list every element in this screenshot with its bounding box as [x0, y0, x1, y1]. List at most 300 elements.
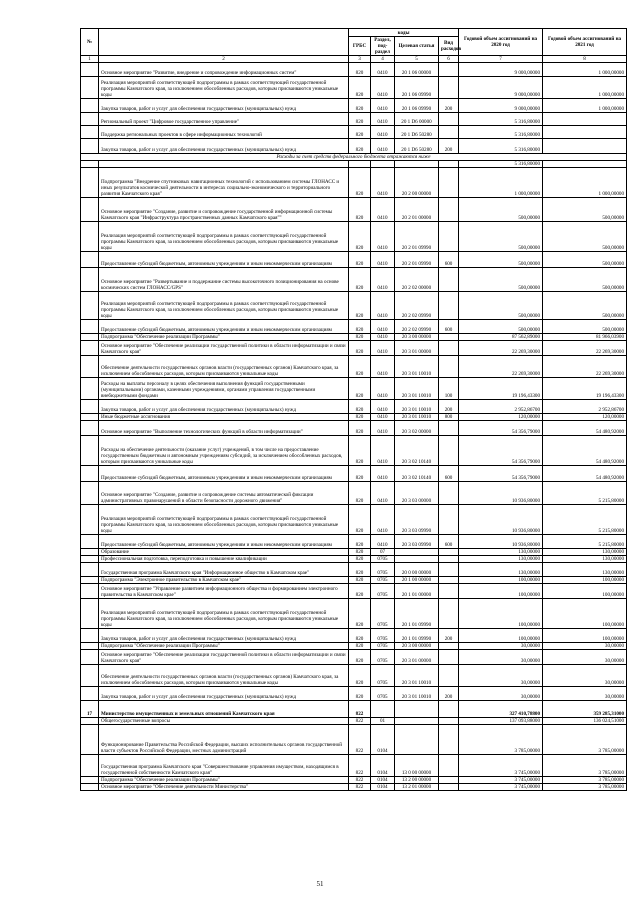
row-expense-type — [439, 421, 459, 436]
table-row — [81, 139, 627, 154]
header-num: № — [81, 29, 99, 56]
row-amount-2020: 22 269,30000 — [459, 356, 543, 378]
row-grbs: 820 — [349, 549, 371, 556]
column-number: 8 — [543, 56, 627, 63]
row-amount-2021: 100,00000 — [543, 629, 627, 643]
row-expense-type: 600 — [439, 535, 459, 549]
table-row — [81, 629, 627, 643]
row-amount-2020: 100,00000 — [459, 577, 543, 584]
row-target-article — [395, 725, 439, 755]
row-target-article: 20 1 01 09990 — [395, 599, 439, 629]
row-amount-2021: 1 000,00000 — [543, 63, 627, 77]
table-row — [81, 334, 627, 341]
row-expense-type: 800 — [439, 414, 459, 421]
table-row — [81, 725, 627, 755]
row-number — [81, 650, 99, 665]
table-row — [81, 154, 627, 161]
row-target-article: 20 3 03 09990 — [395, 535, 439, 549]
row-name: Подпрограмма "Электронное правительство в Камчатском крае" — [99, 577, 349, 584]
row-grbs: 820 — [349, 505, 371, 535]
row-expense-type — [439, 77, 459, 99]
row-expense-type — [439, 341, 459, 356]
header-grbs: ГРБС — [349, 37, 371, 56]
row-amount-2021: 500,00000 — [543, 222, 627, 252]
row-target-article: 13 2 00 00000 — [395, 777, 439, 784]
row-target-article: 13 2 01 00000 — [395, 784, 439, 791]
row-razdel: 0705 — [371, 563, 395, 577]
row-amount-2021: 5 215,80000 — [543, 535, 627, 549]
row-amount-2020: 500,00000 — [459, 292, 543, 320]
row-name: Предоставление субсидий бюджетным, автономным учреждениям и иным некоммерческим организациям — [99, 535, 349, 549]
row-razdel: 0410 — [371, 482, 395, 505]
row-name: Государственная программа Камчатского края "Совершенствование управления имуществом, находящимся в государственной собственности Камчатского края" — [99, 755, 349, 777]
row-razdel: 0705 — [371, 687, 395, 701]
row-name: Закупка товаров, работ и услуг для обеспечения государственных (муниципальных) нужд — [99, 99, 349, 113]
row-amount-2021: 130,00000 — [543, 563, 627, 577]
row-amount-2021: 130,00000 — [543, 556, 627, 563]
row-name: Подпрограмма "Обеспечение реализации Программы" — [99, 334, 349, 341]
header-codes: коды — [349, 29, 459, 37]
row-amount-2021: 136 024,51000 — [543, 718, 627, 725]
row-amount-2020: 100,00000 — [459, 629, 543, 643]
row-expense-type: 600 — [439, 252, 459, 268]
column-number: 6 — [439, 56, 459, 63]
row-name: Основное мероприятие "Обеспечение реализации государственной политики в области информатизации и связи Камчатского края" — [99, 650, 349, 665]
row-expense-type — [439, 584, 459, 599]
row-razdel: 0410 — [371, 77, 395, 99]
row-amount-2020: 500,00000 — [459, 198, 543, 222]
row-grbs: 820 — [349, 650, 371, 665]
row-razdel: 0705 — [371, 650, 395, 665]
table-row — [81, 421, 627, 436]
row-number — [81, 755, 99, 777]
row-amount-2020: 9 000,00000 — [459, 77, 543, 99]
row-name: Основное мероприятие "Развитие, внедрение и сопровождение информационных систем" — [99, 63, 349, 77]
row-target-article: 20 3 01 00000 — [395, 341, 439, 356]
row-grbs: 820 — [349, 421, 371, 436]
row-expense-type — [439, 356, 459, 378]
row-name: Общегосударственные вопросы — [99, 718, 349, 725]
row-amount-2020: 10 936,80000 — [459, 535, 543, 549]
table-row — [81, 563, 627, 577]
column-number: 4 — [371, 56, 395, 63]
row-grbs: 822 — [349, 777, 371, 784]
table-row — [81, 599, 627, 629]
table-row — [81, 222, 627, 252]
row-expense-type — [439, 718, 459, 725]
row-grbs: 820 — [349, 356, 371, 378]
column-number: 3 — [349, 56, 371, 63]
row-name: Закупка товаров, работ и услуг для обеспечения государственных (муниципальных) нужд — [99, 687, 349, 701]
row-name: Иные бюджетные ассигнования — [99, 414, 349, 421]
table-row — [81, 320, 627, 334]
row-grbs: 820 — [349, 320, 371, 334]
row-target-article: 20 3 01 10010 — [395, 378, 439, 400]
row-number — [81, 784, 99, 791]
row-grbs: 820 — [349, 665, 371, 687]
row-expense-type — [439, 222, 459, 252]
table-row — [81, 466, 627, 482]
row-razdel: 0410 — [371, 505, 395, 535]
row-expense-type — [439, 482, 459, 505]
row-target-article: 20 3 01 10010 — [395, 665, 439, 687]
row-amount-2020: 5 316,80000 — [459, 139, 543, 154]
table-row — [81, 63, 627, 77]
table-row — [81, 535, 627, 549]
row-expense-type — [439, 268, 459, 292]
row-target-article: 20 2 02 09990 — [395, 320, 439, 334]
row-name: Закупка товаров, работ и услуг для обеспечения государственных (муниципальных) нужд — [99, 139, 349, 154]
table-row — [81, 126, 627, 139]
row-target-article: 20 3 03 09990 — [395, 505, 439, 535]
row-target-article: 20 1 01 00000 — [395, 584, 439, 599]
row-amount-2021: 22 269,30000 — [543, 356, 627, 378]
row-razdel: 0410 — [371, 113, 395, 126]
row-amount-2021: 5 215,80000 — [543, 505, 627, 535]
row-razdel: 0705 — [371, 643, 395, 650]
table-row — [81, 687, 627, 701]
table-row — [81, 99, 627, 113]
column-numbers-row — [81, 56, 627, 63]
row-name: Обеспечение деятельности государственных органов власти (государственных органов) Камчатского края, за исключением обособленных расходов, которым присваиваются уникальные коды — [99, 665, 349, 687]
row-name: Подпрограмма "Обеспечение реализации Программы" — [99, 643, 349, 650]
row-amount-2021: 54 480,92000 — [543, 421, 627, 436]
row-razdel: 0410 — [371, 378, 395, 400]
header-razdel: Раздел, под- раздел — [371, 37, 395, 56]
row-grbs: 820 — [349, 292, 371, 320]
row-amount-2020: 3 745,00000 — [459, 777, 543, 784]
row-target-article — [395, 701, 439, 718]
header-vr: Вид расходов — [439, 37, 459, 56]
table-row — [81, 784, 627, 791]
table-row — [81, 161, 627, 168]
row-name: Реализация мероприятий соответствующей подпрограммы в рамках соответствующей государственной программы Камчатского края, за исключением обособленных расходов, которым присваиваются уникальные коды — [99, 599, 349, 629]
row-number — [81, 126, 99, 139]
row-razdel: 0104 — [371, 784, 395, 791]
row-razdel: 0410 — [371, 356, 395, 378]
row-target-article: 20 3 00 00000 — [395, 643, 439, 650]
row-grbs — [349, 161, 371, 168]
table-row — [81, 482, 627, 505]
row-amount-2021: 500,00000 — [543, 252, 627, 268]
budget-table-body — [81, 63, 627, 791]
row-name: Подпрограмма "Обеспечение реализации Программы" — [99, 777, 349, 784]
row-amount-2020: 30,00000 — [459, 643, 543, 650]
row-number — [81, 629, 99, 643]
row-number — [81, 341, 99, 356]
row-target-article: 20 2 01 09990 — [395, 252, 439, 268]
row-target-article: 20 2 01 00000 — [395, 198, 439, 222]
row-expense-type — [439, 161, 459, 168]
row-expense-type — [439, 725, 459, 755]
row-amount-2021 — [543, 113, 627, 126]
row-name: Основное мероприятие "Управление развитием информационного общества и формированием электронного правительства в Камчатском крае" — [99, 584, 349, 599]
row-razdel: 0410 — [371, 414, 395, 421]
row-number — [81, 63, 99, 77]
row-amount-2020: 5 316,80000 — [459, 113, 543, 126]
row-number — [81, 436, 99, 466]
row-expense-type — [439, 556, 459, 563]
row-target-article — [395, 718, 439, 725]
row-razdel: 0104 — [371, 725, 395, 755]
row-grbs: 820 — [349, 535, 371, 549]
row-expense-type: 200 — [439, 687, 459, 701]
row-amount-2020: 30,00000 — [459, 665, 543, 687]
row-amount-2020: 54 356,79000 — [459, 436, 543, 466]
row-number — [81, 77, 99, 99]
row-amount-2021: 130,00000 — [543, 549, 627, 556]
row-amount-2021: 5 215,80000 — [543, 482, 627, 505]
row-razdel: 0705 — [371, 665, 395, 687]
row-name: Реализация мероприятий соответствующей подпрограммы в рамках соответствующей государственной программы Камчатского края, за исключением обособленных расходов, которым присваиваются уникальные коды — [99, 292, 349, 320]
row-grbs: 820 — [349, 126, 371, 139]
row-amount-2020: 500,00000 — [459, 222, 543, 252]
row-amount-2020: 30,00000 — [459, 650, 543, 665]
row-amount-2020: 22 269,30000 — [459, 341, 543, 356]
header-2021: Годовой объем ассигнований на 2021 год — [543, 29, 627, 56]
row-razdel: 0410 — [371, 341, 395, 356]
row-amount-2020: 2 952,86700 — [459, 400, 543, 414]
row-amount-2021: 3 785,00000 — [543, 777, 627, 784]
table-row — [81, 436, 627, 466]
row-target-article: 20 1 01 09990 — [395, 629, 439, 643]
row-razdel: 0705 — [371, 577, 395, 584]
row-grbs: 820 — [349, 400, 371, 414]
row-expense-type — [439, 505, 459, 535]
row-amount-2021: 2 952,86700 — [543, 400, 627, 414]
row-amount-2020: 130,00000 — [459, 549, 543, 556]
column-number: 1 — [81, 56, 99, 63]
table-row — [81, 341, 627, 356]
row-amount-2020: 54 356,79000 — [459, 466, 543, 482]
row-name: Основное мероприятие "Обеспечение реализации государственной политики в области информатизации и связи Камчатского края" — [99, 341, 349, 356]
row-razdel: 0410 — [371, 268, 395, 292]
table-row — [81, 650, 627, 665]
row-razdel: 0410 — [371, 400, 395, 414]
table-row — [81, 252, 627, 268]
row-number — [81, 161, 99, 168]
row-expense-type — [439, 577, 459, 584]
row-name: Министерство имущественных и земельных отношений Камчатского края — [99, 701, 349, 718]
row-number — [81, 535, 99, 549]
row-expense-type — [439, 113, 459, 126]
row-number — [81, 505, 99, 535]
row-name: Профессиональная подготовка, переподготовка и повышение квалификации — [99, 556, 349, 563]
row-amount-2021 — [543, 161, 627, 168]
row-name: Закупка товаров, работ и услуг для обеспечения государственных (муниципальных) нужд — [99, 629, 349, 643]
page-number: 51 — [316, 880, 324, 888]
row-amount-2020: 3 785,00000 — [459, 725, 543, 755]
row-expense-type — [439, 168, 459, 198]
row-razdel — [371, 701, 395, 718]
table-row — [81, 113, 627, 126]
column-number: 7 — [459, 56, 543, 63]
table-row — [81, 378, 627, 400]
row-target-article: 20 3 01 00000 — [395, 650, 439, 665]
row-expense-type — [439, 126, 459, 139]
row-grbs: 820 — [349, 584, 371, 599]
row-target-article: 20 3 00 00000 — [395, 334, 439, 341]
row-amount-2020: 130,00000 — [459, 556, 543, 563]
row-expense-type — [439, 198, 459, 222]
row-amount-2020: 30,00000 — [459, 687, 543, 701]
table-row — [81, 356, 627, 378]
row-number — [81, 400, 99, 414]
table-row — [81, 414, 627, 421]
row-grbs: 822 — [349, 755, 371, 777]
row-expense-type — [439, 436, 459, 466]
row-grbs: 820 — [349, 599, 371, 629]
row-target-article: 20 3 03 00000 — [395, 482, 439, 505]
row-name: Предоставление субсидий бюджетным, автономным учреждениям и иным некоммерческим организациям — [99, 320, 349, 334]
column-number: 2 — [99, 56, 349, 63]
row-name: Основное мероприятие "Создание, развитие и сопровождение государственной информационной системы Камчатского края "Инфраструктура пространственных данных Камчатского края"" — [99, 198, 349, 222]
row-name: Основное мероприятие "Развертывание и поддержание системы высокоточного позиционирования на основе космических систем ГЛОНАСС/GPS" — [99, 268, 349, 292]
row-amount-2020: 5 316,80000 — [459, 126, 543, 139]
row-number — [81, 292, 99, 320]
table-row — [81, 198, 627, 222]
row-number — [81, 334, 99, 341]
table-row — [81, 400, 627, 414]
row-amount-2020: 137 093,88000 — [459, 718, 543, 725]
row-grbs: 820 — [349, 252, 371, 268]
row-expense-type — [439, 643, 459, 650]
row-amount-2021 — [543, 126, 627, 139]
row-amount-2020: 10 936,80000 — [459, 482, 543, 505]
row-razdel: 0410 — [371, 168, 395, 198]
row-number: 17 — [81, 701, 99, 718]
row-amount-2021: 30,00000 — [543, 643, 627, 650]
row-amount-2021: 1 000,00000 — [543, 168, 627, 198]
row-expense-type: 600 — [439, 466, 459, 482]
row-number — [81, 414, 99, 421]
row-number — [81, 378, 99, 400]
table-row — [81, 755, 627, 777]
row-expense-type — [439, 563, 459, 577]
table-row — [81, 665, 627, 687]
row-amount-2020: 327 410,78800 — [459, 701, 543, 718]
row-number — [81, 556, 99, 563]
row-expense-type — [439, 549, 459, 556]
row-number — [81, 777, 99, 784]
row-name: Закупка товаров, работ и услуг для обеспечения государственных (муниципальных) нужд — [99, 400, 349, 414]
row-grbs: 822 — [349, 701, 371, 718]
row-amount-2021: 22 269,30000 — [543, 341, 627, 356]
row-amount-2020: 3 745,00000 — [459, 784, 543, 791]
row-number — [81, 725, 99, 755]
row-grbs: 820 — [349, 77, 371, 99]
row-target-article: 20 1 D6 50280 — [395, 126, 439, 139]
row-amount-2020: 1 000,00000 — [459, 168, 543, 198]
row-razdel: 0410 — [371, 320, 395, 334]
row-grbs: 820 — [349, 63, 371, 77]
row-expense-type — [439, 292, 459, 320]
row-razdel: 0705 — [371, 556, 395, 563]
row-amount-2020: 500,00000 — [459, 252, 543, 268]
row-amount-2021: 30,00000 — [543, 650, 627, 665]
row-expense-type — [439, 755, 459, 777]
row-expense-type — [439, 777, 459, 784]
row-amount-2020: 3 745,00000 — [459, 755, 543, 777]
row-razdel: 0410 — [371, 139, 395, 154]
row-target-article: 20 3 02 10140 — [395, 466, 439, 482]
row-amount-2021: 30,00000 — [543, 665, 627, 687]
row-target-article: 20 1 D6 50280 — [395, 139, 439, 154]
row-expense-type — [439, 650, 459, 665]
row-number — [81, 563, 99, 577]
row-amount-2021: 500,00000 — [543, 198, 627, 222]
row-amount-2021: 3 785,00000 — [543, 755, 627, 777]
row-amount-2021: 100,00000 — [543, 584, 627, 599]
row-target-article: 13 0 00 00000 — [395, 755, 439, 777]
row-razdel: 0104 — [371, 755, 395, 777]
header-csr: Целевая статья — [395, 37, 439, 56]
row-grbs: 820 — [349, 563, 371, 577]
row-number — [81, 577, 99, 584]
row-grbs: 822 — [349, 725, 371, 755]
row-target-article: 20 3 01 10010 — [395, 414, 439, 421]
row-razdel: 0104 — [371, 777, 395, 784]
row-note: Расходы за счет средств федерального бюджета отражаются ниже — [81, 154, 627, 161]
budget-table — [80, 28, 627, 791]
row-razdel: 0410 — [371, 535, 395, 549]
row-expense-type: 200 — [439, 400, 459, 414]
table-row — [81, 168, 627, 198]
row-grbs: 820 — [349, 643, 371, 650]
row-expense-type — [439, 784, 459, 791]
row-amount-2020: 500,00000 — [459, 320, 543, 334]
row-razdel: 0705 — [371, 599, 395, 629]
row-grbs: 820 — [349, 556, 371, 563]
row-name: Реализация мероприятий соответствующей подпрограммы в рамках соответствующей государственной программы Камчатского края, за исключением обособленных расходов, которым присваиваются уникальные коды — [99, 77, 349, 99]
row-amount-2021: 3 785,00000 — [543, 784, 627, 791]
row-number — [81, 168, 99, 198]
row-amount-2020: 10 936,80000 — [459, 505, 543, 535]
row-amount-2021: 19 196,43300 — [543, 378, 627, 400]
table-row — [81, 292, 627, 320]
header-name — [99, 29, 349, 56]
row-amount-2021 — [543, 139, 627, 154]
table-row — [81, 505, 627, 535]
row-grbs: 820 — [349, 414, 371, 421]
row-name: Поддержка региональных проектов в сфере информационных технологий — [99, 126, 349, 139]
table-row — [81, 643, 627, 650]
column-number: 5 — [395, 56, 439, 63]
table-row — [81, 777, 627, 784]
row-razdel: 0410 — [371, 252, 395, 268]
header-2020: Годовой объем ассигнований на 2020 год — [459, 29, 543, 56]
row-target-article — [395, 161, 439, 168]
row-target-article: 20 2 00 00000 — [395, 168, 439, 198]
row-expense-type — [439, 665, 459, 687]
row-name: Реализация мероприятий соответствующей подпрограммы в рамках соответствующей государственной программы Камчатского края, за исключением обособленных расходов, которым присваиваются уникальные коды — [99, 222, 349, 252]
row-name: Функционирование Правительства Российской Федерации, высших исполнительных органов государственной власти субъектов Российской Федерации, местных администраций — [99, 725, 349, 755]
row-razdel: 0705 — [371, 584, 395, 599]
row-name: Основное мероприятие "Обеспечение деятельности Министерства" — [99, 784, 349, 791]
table-row — [81, 77, 627, 99]
row-target-article — [395, 556, 439, 563]
row-number — [81, 99, 99, 113]
row-razdel: 0410 — [371, 222, 395, 252]
row-target-article: 20 1 06 00000 — [395, 63, 439, 77]
row-number — [81, 718, 99, 725]
row-target-article — [395, 549, 439, 556]
row-grbs: 820 — [349, 482, 371, 505]
row-grbs: 820 — [349, 113, 371, 126]
row-number — [81, 466, 99, 482]
row-razdel: 0410 — [371, 63, 395, 77]
row-number — [81, 113, 99, 126]
